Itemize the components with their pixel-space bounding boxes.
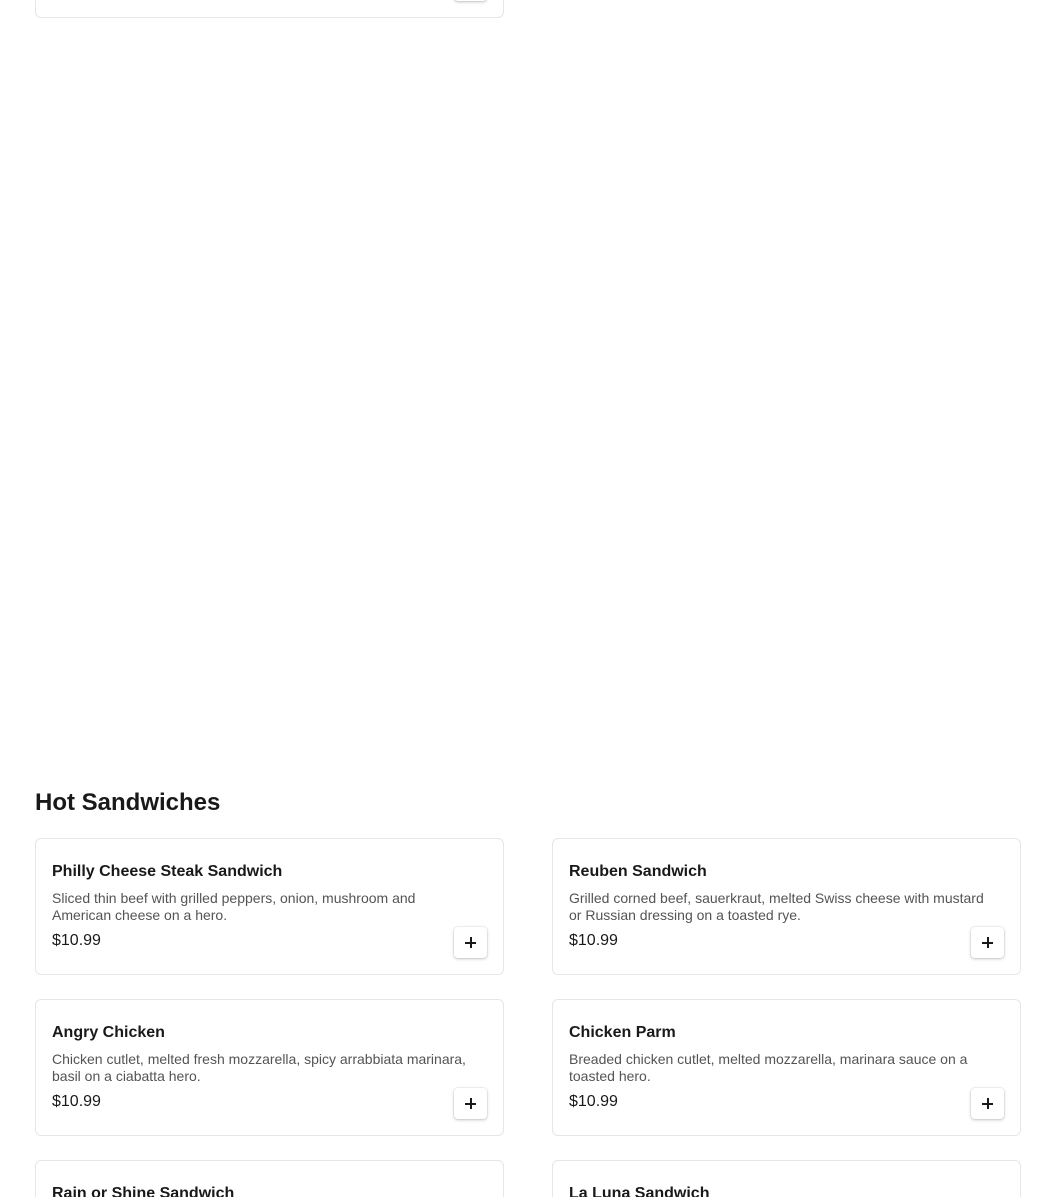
item-price: $10.99	[569, 932, 618, 949]
section-title: Hot Sandwiches	[35, 789, 221, 816]
item-description: Chicken cutlet, melted fresh mozzarella, spicy arrabbiata marinara, basil on a ciabatta hero.	[52, 1051, 466, 1084]
add-item-button[interactable]	[454, 1088, 487, 1119]
item-name: Chicken Parm	[569, 1024, 676, 1041]
item-description: Breaded chicken cutlet, melted mozzarella, marinara sauce on a toasted hero.	[569, 1051, 968, 1084]
menu-item-card[interactable]	[35, 1160, 504, 1197]
menu-item-card[interactable]	[35, 0, 504, 18]
add-item-button[interactable]	[454, 0, 487, 1]
item-name: Angry Chicken	[52, 1024, 165, 1041]
item-description: Sliced thin beef with grilled peppers, onion, mushroom and American cheese on a hero.	[52, 890, 416, 923]
item-price: $10.99	[52, 1093, 101, 1110]
menu-item-card[interactable]	[35, 999, 504, 1136]
menu-item-card[interactable]	[552, 1160, 1021, 1197]
item-name: La Luna Sandwich	[569, 1185, 710, 1197]
item-name: Rain or Shine Sandwich	[52, 1185, 235, 1197]
add-item-button[interactable]	[971, 1088, 1004, 1119]
item-price: $10.99	[52, 932, 101, 949]
item-name: Reuben Sandwich	[569, 863, 707, 880]
menu-item-card[interactable]	[552, 838, 1021, 975]
item-price: $10.99	[569, 1093, 618, 1110]
plus-icon	[465, 937, 476, 948]
plus-icon	[465, 1098, 476, 1109]
plus-icon	[982, 937, 993, 948]
menu-item-card[interactable]	[552, 999, 1021, 1136]
plus-icon	[982, 1098, 993, 1109]
menu-item-card[interactable]	[35, 838, 504, 975]
item-name: Philly Cheese Steak Sandwich	[52, 863, 283, 880]
add-item-button[interactable]	[971, 927, 1004, 958]
item-description: Grilled corned beef, sauerkraut, melted Swiss cheese with mustard or Russian dressing on a toasted rye.	[569, 890, 984, 923]
add-item-button[interactable]	[454, 927, 487, 958]
